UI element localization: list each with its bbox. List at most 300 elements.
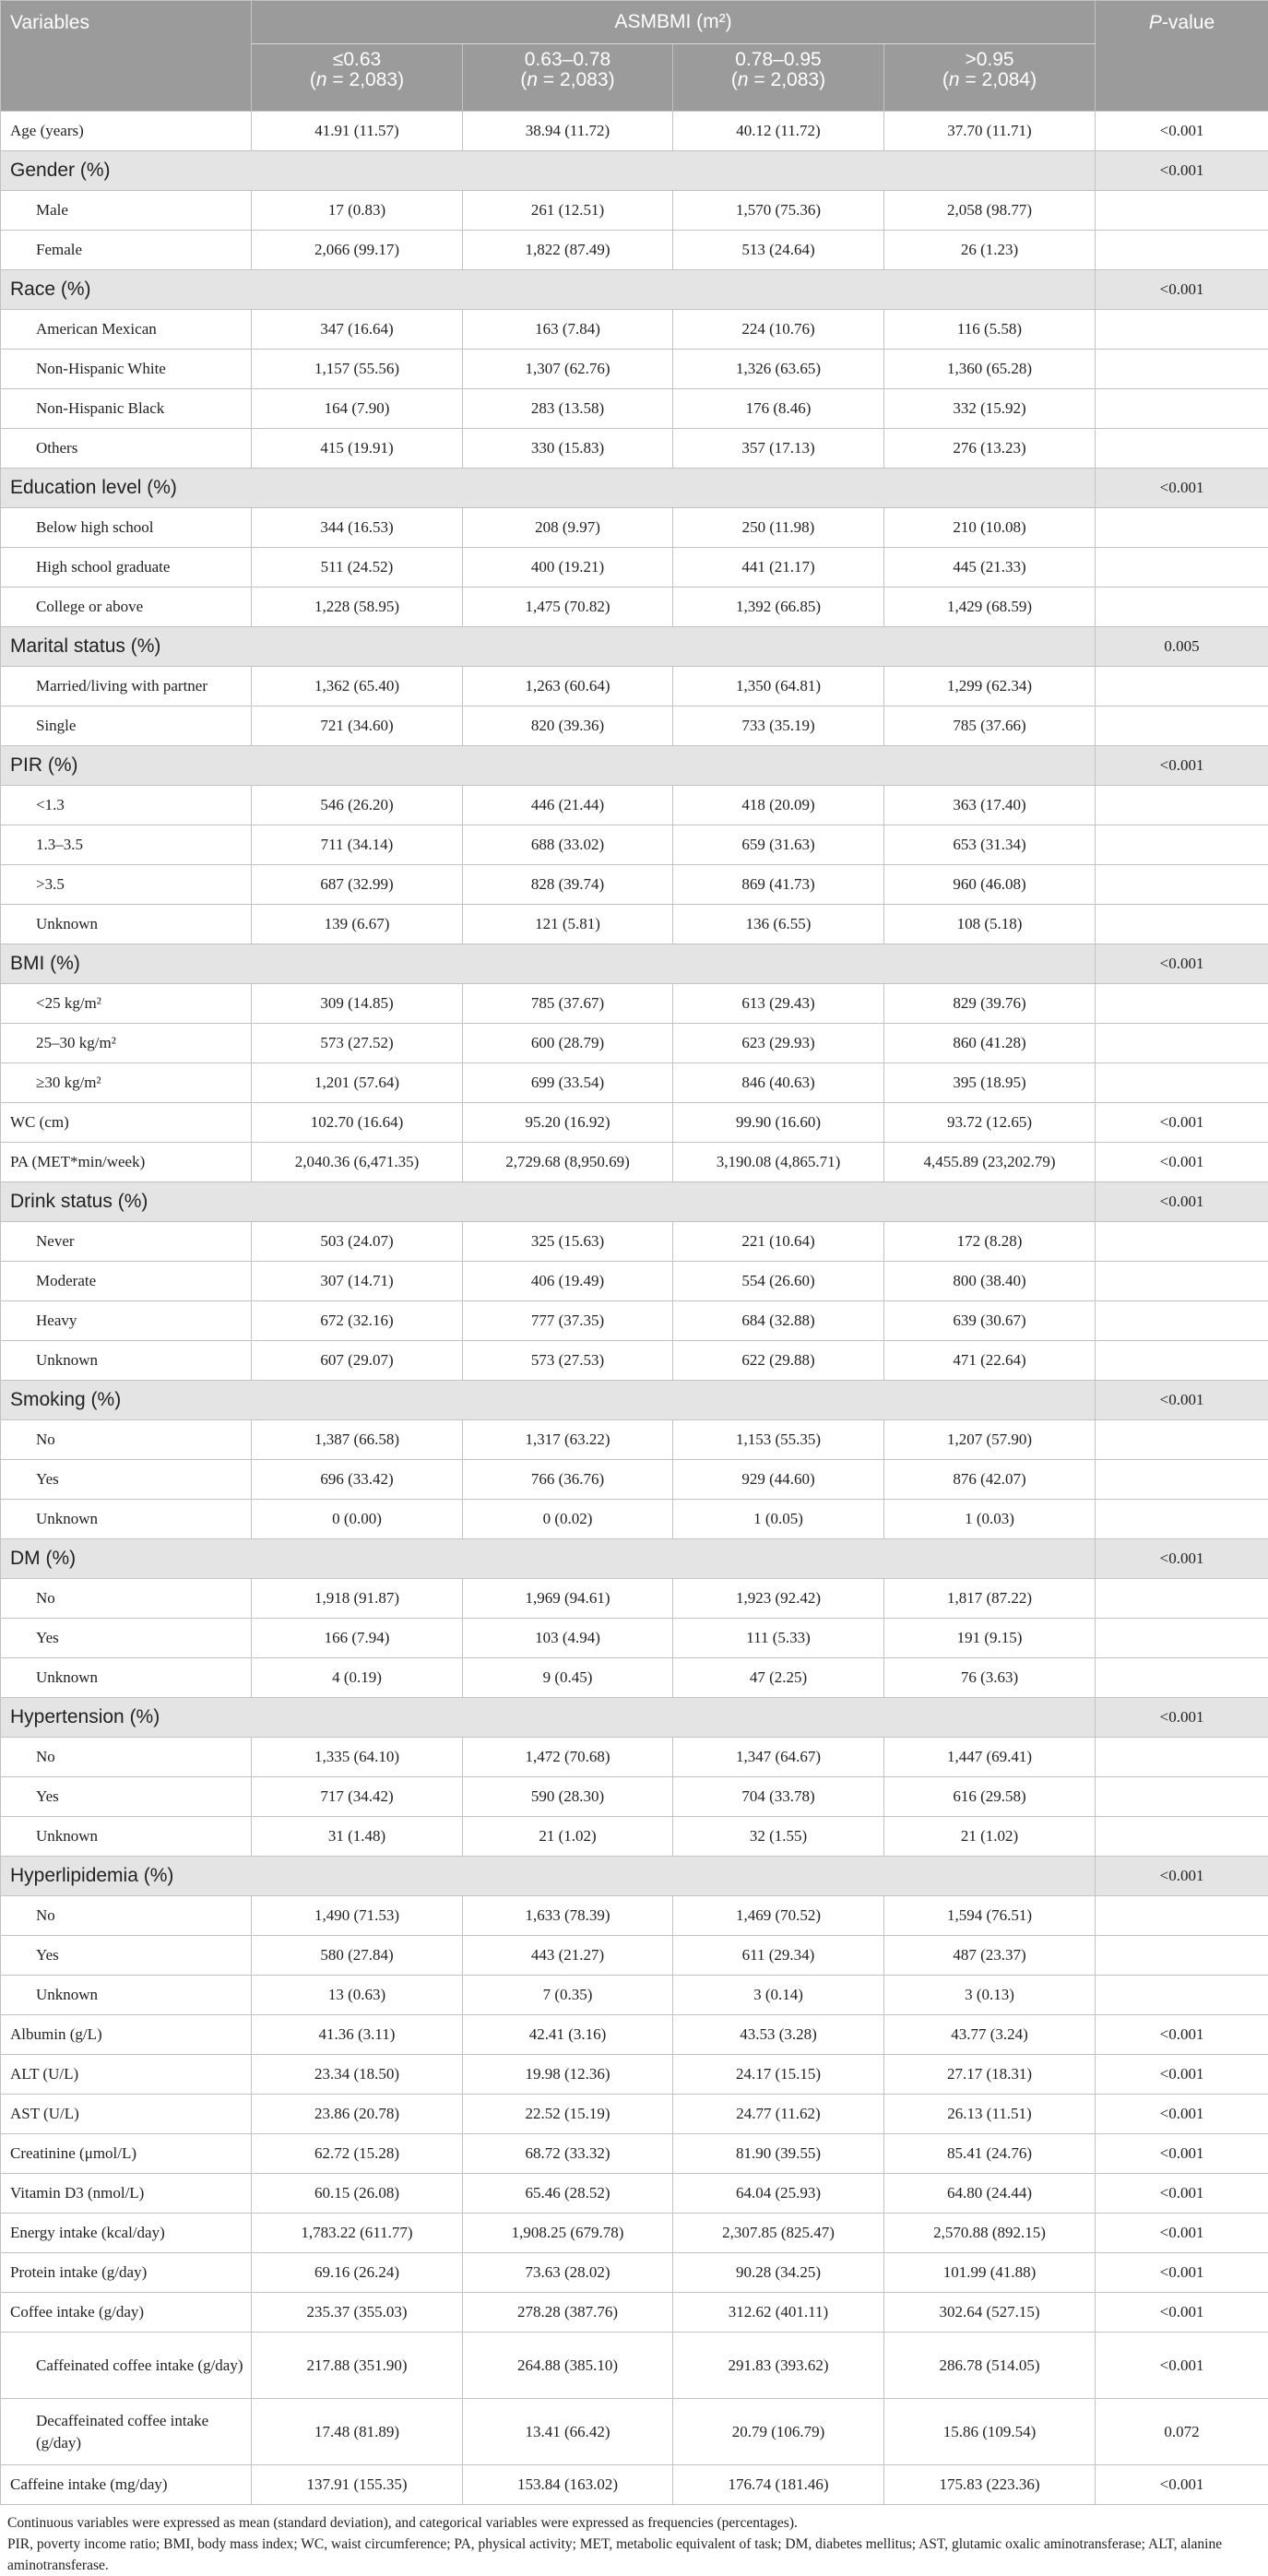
cell-group-0: 102.70 (16.64) xyxy=(252,1103,463,1143)
cell-group-1: 68.72 (33.32) xyxy=(463,2134,673,2174)
cell-group-0: 711 (34.14) xyxy=(252,825,463,865)
group-n-letter: n xyxy=(527,69,538,90)
cell-pvalue: <0.001 xyxy=(1096,469,1268,508)
group-range: >0.95 xyxy=(892,50,1087,70)
cell-pvalue: <0.001 xyxy=(1096,270,1268,310)
row-label: No xyxy=(1,1579,252,1619)
cell-group-3: 332 (15.92) xyxy=(884,389,1096,429)
footnote: Continuous variables were expressed as mean (standard deviation), and categorical variables were expressed as frequencies (percentages). xyxy=(7,2512,1261,2534)
group-range: ≤0.63 xyxy=(259,50,455,70)
row-label: Unknown xyxy=(1,905,252,944)
section-label: DM (%) xyxy=(1,1539,1096,1579)
cell-group-2: 357 (17.13) xyxy=(673,429,884,469)
cell-group-2: 1,469 (70.52) xyxy=(673,1896,884,1936)
cell-pvalue: <0.001 xyxy=(1096,1381,1268,1420)
cell-group-3: 1,594 (76.51) xyxy=(884,1896,1096,1936)
cell-pvalue: <0.001 xyxy=(1096,1182,1268,1222)
section-row xyxy=(1,627,1268,667)
cell-group-0: 17.48 (81.89) xyxy=(252,2399,463,2465)
cell-group-3: 286.78 (514.05) xyxy=(884,2333,1096,2399)
cell-group-2: 176 (8.46) xyxy=(673,389,884,429)
cell-group-1: 406 (19.49) xyxy=(463,1262,673,1301)
group-n-open: ( xyxy=(520,69,527,90)
cell-group-3: 2,570.88 (892.15) xyxy=(884,2214,1096,2253)
cell-group-0: 2,066 (99.17) xyxy=(252,231,463,270)
cell-group-3: 876 (42.07) xyxy=(884,1460,1096,1500)
cell-group-2: 1,153 (55.35) xyxy=(673,1420,884,1460)
table-row xyxy=(1,1341,1268,1381)
cell-group-3: 26.13 (11.51) xyxy=(884,2095,1096,2134)
cell-group-2: 1,347 (64.67) xyxy=(673,1738,884,1777)
header-group-asmbmi: ASMBMI (m²) xyxy=(252,1,1096,44)
cell-group-1: 278.28 (387.76) xyxy=(463,2293,673,2333)
cell-group-2: 733 (35.19) xyxy=(673,706,884,746)
group-range: 0.63–0.78 xyxy=(470,50,665,70)
cell-pvalue xyxy=(1096,508,1268,548)
table-row xyxy=(1,786,1268,825)
cell-group-3: 175.83 (223.36) xyxy=(884,2465,1096,2505)
row-label: Female xyxy=(1,231,252,270)
cell-group-2: 47 (2.25) xyxy=(673,1658,884,1698)
cell-group-1: 153.84 (163.02) xyxy=(463,2465,673,2505)
table-row xyxy=(1,1103,1268,1143)
group-n xyxy=(681,70,876,90)
cell-pvalue: <0.001 xyxy=(1096,112,1268,151)
cell-group-1: 1,822 (87.49) xyxy=(463,231,673,270)
table-row xyxy=(1,2015,1268,2055)
cell-group-2: 176.74 (181.46) xyxy=(673,2465,884,2505)
cell-group-1: 400 (19.21) xyxy=(463,548,673,588)
section-label: Gender (%) xyxy=(1,151,1096,191)
cell-group-2: 90.28 (34.25) xyxy=(673,2253,884,2293)
cell-group-0: 1,387 (66.58) xyxy=(252,1420,463,1460)
table-row xyxy=(1,1500,1268,1539)
table-row xyxy=(1,984,1268,1024)
cell-pvalue xyxy=(1096,667,1268,706)
cell-pvalue: <0.001 xyxy=(1096,2174,1268,2214)
cell-group-1: 38.94 (11.72) xyxy=(463,112,673,151)
cell-pvalue xyxy=(1096,350,1268,389)
group-n-open: ( xyxy=(942,69,949,90)
table-row xyxy=(1,1024,1268,1063)
cell-pvalue: <0.001 xyxy=(1096,2134,1268,2174)
cell-group-1: 21 (1.02) xyxy=(463,1817,673,1857)
table-row xyxy=(1,310,1268,350)
cell-group-0: 503 (24.07) xyxy=(252,1222,463,1262)
cell-group-2: 64.04 (25.93) xyxy=(673,2174,884,2214)
cell-group-0: 166 (7.94) xyxy=(252,1619,463,1658)
row-label: WC (cm) xyxy=(1,1103,252,1143)
table-row xyxy=(1,1619,1268,1658)
cell-group-1: 699 (33.54) xyxy=(463,1063,673,1103)
cell-group-1: 73.63 (28.02) xyxy=(463,2253,673,2293)
row-label: Non-Hispanic White xyxy=(1,350,252,389)
cell-group-1: 2,729.68 (8,950.69) xyxy=(463,1143,673,1182)
cell-group-0: 1,362 (65.40) xyxy=(252,667,463,706)
cell-group-2: 846 (40.63) xyxy=(673,1063,884,1103)
cell-group-3: 15.86 (109.54) xyxy=(884,2399,1096,2465)
cell-group-0: 41.36 (3.11) xyxy=(252,2015,463,2055)
table-row xyxy=(1,1896,1268,1936)
cell-pvalue: 0.072 xyxy=(1096,2399,1268,2465)
group-n-count: = 2,084) xyxy=(960,69,1037,90)
cell-group-1: 0 (0.02) xyxy=(463,1500,673,1539)
cell-group-1: 208 (9.97) xyxy=(463,508,673,548)
cell-group-1: 600 (28.79) xyxy=(463,1024,673,1063)
row-label: Caffeinated coffee intake (g/day) xyxy=(1,2333,252,2399)
section-label: Race (%) xyxy=(1,270,1096,310)
table-header xyxy=(1,1,1268,112)
row-label: Below high school xyxy=(1,508,252,548)
cell-group-1: 264.88 (385.10) xyxy=(463,2333,673,2399)
section-row xyxy=(1,944,1268,984)
section-row xyxy=(1,270,1268,310)
table-row xyxy=(1,1817,1268,1857)
table-row xyxy=(1,548,1268,588)
table-body xyxy=(1,112,1268,2505)
cell-group-0: 307 (14.71) xyxy=(252,1262,463,1301)
section-label: BMI (%) xyxy=(1,944,1096,984)
cell-group-1: 446 (21.44) xyxy=(463,786,673,825)
cell-group-3: 76 (3.63) xyxy=(884,1658,1096,1698)
header-pvalue xyxy=(1096,1,1268,112)
cell-group-0: 1,201 (57.64) xyxy=(252,1063,463,1103)
cell-group-2: 1,326 (63.65) xyxy=(673,350,884,389)
group-n xyxy=(259,70,455,90)
cell-group-1: 1,633 (78.39) xyxy=(463,1896,673,1936)
cell-group-0: 344 (16.53) xyxy=(252,508,463,548)
cell-group-1: 9 (0.45) xyxy=(463,1658,673,1698)
cell-group-2: 250 (11.98) xyxy=(673,508,884,548)
row-label: Yes xyxy=(1,1619,252,1658)
cell-group-3: 302.64 (527.15) xyxy=(884,2293,1096,2333)
cell-group-2: 81.90 (39.55) xyxy=(673,2134,884,2174)
section-label: Education level (%) xyxy=(1,469,1096,508)
cell-group-0: 0 (0.00) xyxy=(252,1500,463,1539)
row-label: Unknown xyxy=(1,1976,252,2015)
cell-group-3: 1,429 (68.59) xyxy=(884,588,1096,627)
cell-group-2: 224 (10.76) xyxy=(673,310,884,350)
row-label: 1.3–3.5 xyxy=(1,825,252,865)
cell-group-3: 93.72 (12.65) xyxy=(884,1103,1096,1143)
row-label: <25 kg/m² xyxy=(1,984,252,1024)
table-row xyxy=(1,112,1268,151)
section-row xyxy=(1,1182,1268,1222)
row-label: American Mexican xyxy=(1,310,252,350)
table-row xyxy=(1,2095,1268,2134)
cell-group-2: 312.62 (401.11) xyxy=(673,2293,884,2333)
cell-group-3: 616 (29.58) xyxy=(884,1777,1096,1817)
cell-pvalue xyxy=(1096,1222,1268,1262)
cell-group-3: 960 (46.08) xyxy=(884,865,1096,905)
cell-group-0: 309 (14.85) xyxy=(252,984,463,1024)
table-row xyxy=(1,1738,1268,1777)
cell-group-2: 869 (41.73) xyxy=(673,865,884,905)
cell-group-1: 1,908.25 (679.78) xyxy=(463,2214,673,2253)
cell-group-3: 1,447 (69.41) xyxy=(884,1738,1096,1777)
cell-pvalue xyxy=(1096,1777,1268,1817)
row-label: Vitamin D3 (nmol/L) xyxy=(1,2174,252,2214)
table-row xyxy=(1,1777,1268,1817)
cell-group-2: 1,350 (64.81) xyxy=(673,667,884,706)
cell-pvalue: <0.001 xyxy=(1096,1857,1268,1896)
table-row xyxy=(1,191,1268,231)
cell-group-3: 653 (31.34) xyxy=(884,825,1096,865)
cell-group-2: 136 (6.55) xyxy=(673,905,884,944)
table-row xyxy=(1,429,1268,469)
cell-group-0: 235.37 (355.03) xyxy=(252,2293,463,2333)
row-label: Married/living with partner xyxy=(1,667,252,706)
cell-group-0: 41.91 (11.57) xyxy=(252,112,463,151)
cell-pvalue xyxy=(1096,786,1268,825)
cell-group-2: 929 (44.60) xyxy=(673,1460,884,1500)
group-n xyxy=(470,70,665,90)
cell-pvalue xyxy=(1096,1500,1268,1539)
cell-group-3: 1 (0.03) xyxy=(884,1500,1096,1539)
cell-group-1: 785 (37.67) xyxy=(463,984,673,1024)
cell-pvalue: <0.001 xyxy=(1096,1143,1268,1182)
row-label: No xyxy=(1,1738,252,1777)
cell-group-0: 139 (6.67) xyxy=(252,905,463,944)
table-row xyxy=(1,508,1268,548)
table-row xyxy=(1,2055,1268,2095)
section-row xyxy=(1,151,1268,191)
cell-group-3: 1,299 (62.34) xyxy=(884,667,1096,706)
cell-group-2: 291.83 (393.62) xyxy=(673,2333,884,2399)
cell-group-2: 622 (29.88) xyxy=(673,1341,884,1381)
table-row xyxy=(1,2214,1268,2253)
cell-group-0: 17 (0.83) xyxy=(252,191,463,231)
cell-group-3: 210 (10.08) xyxy=(884,508,1096,548)
cell-group-1: 103 (4.94) xyxy=(463,1619,673,1658)
cell-group-2: 441 (21.17) xyxy=(673,548,884,588)
cell-group-2: 611 (29.34) xyxy=(673,1936,884,1976)
cell-group-1: 95.20 (16.92) xyxy=(463,1103,673,1143)
row-label: Caffeine intake (mg/day) xyxy=(1,2465,252,2505)
cell-group-1: 261 (12.51) xyxy=(463,191,673,231)
cell-group-1: 688 (33.02) xyxy=(463,825,673,865)
cell-group-3: 108 (5.18) xyxy=(884,905,1096,944)
table-row xyxy=(1,1579,1268,1619)
table-row xyxy=(1,1936,1268,1976)
row-label: Coffee intake (g/day) xyxy=(1,2293,252,2333)
cell-group-0: 721 (34.60) xyxy=(252,706,463,746)
row-label: <1.3 xyxy=(1,786,252,825)
cell-group-3: 21 (1.02) xyxy=(884,1817,1096,1857)
cell-pvalue: <0.001 xyxy=(1096,944,1268,984)
cell-group-0: 164 (7.90) xyxy=(252,389,463,429)
cell-pvalue xyxy=(1096,548,1268,588)
cell-group-0: 696 (33.42) xyxy=(252,1460,463,1500)
cell-group-3: 27.17 (18.31) xyxy=(884,2055,1096,2095)
cell-group-2: 1,570 (75.36) xyxy=(673,191,884,231)
cell-group-0: 137.91 (155.35) xyxy=(252,2465,463,2505)
cell-group-1: 590 (28.30) xyxy=(463,1777,673,1817)
cell-pvalue xyxy=(1096,984,1268,1024)
cell-group-1: 443 (21.27) xyxy=(463,1936,673,1976)
header-pvalue-rest: -value xyxy=(1162,12,1215,33)
group-n-open: ( xyxy=(731,69,738,90)
row-label: College or above xyxy=(1,588,252,627)
cell-pvalue xyxy=(1096,310,1268,350)
cell-pvalue: <0.001 xyxy=(1096,2333,1268,2399)
cell-group-1: 573 (27.53) xyxy=(463,1341,673,1381)
cell-group-1: 1,475 (70.82) xyxy=(463,588,673,627)
cell-group-2: 2,307.85 (825.47) xyxy=(673,2214,884,2253)
table-row xyxy=(1,1658,1268,1698)
row-label: 25–30 kg/m² xyxy=(1,1024,252,1063)
cell-group-0: 1,783.22 (611.77) xyxy=(252,2214,463,2253)
cell-group-3: 1,817 (87.22) xyxy=(884,1579,1096,1619)
cell-group-3: 800 (38.40) xyxy=(884,1262,1096,1301)
table-row xyxy=(1,1460,1268,1500)
cell-pvalue: <0.001 xyxy=(1096,2293,1268,2333)
table-row xyxy=(1,667,1268,706)
cell-pvalue xyxy=(1096,1936,1268,1976)
cell-group-3: 101.99 (41.88) xyxy=(884,2253,1096,2293)
cell-group-1: 820 (39.36) xyxy=(463,706,673,746)
section-row xyxy=(1,746,1268,786)
cell-group-3: 1,207 (57.90) xyxy=(884,1420,1096,1460)
cell-pvalue xyxy=(1096,191,1268,231)
cell-group-0: 31 (1.48) xyxy=(252,1817,463,1857)
cell-pvalue xyxy=(1096,1301,1268,1341)
cell-group-2: 111 (5.33) xyxy=(673,1619,884,1658)
table-row xyxy=(1,825,1268,865)
row-label: Unknown xyxy=(1,1658,252,1698)
cell-pvalue: <0.001 xyxy=(1096,151,1268,191)
cell-group-3: 395 (18.95) xyxy=(884,1063,1096,1103)
cell-pvalue xyxy=(1096,1460,1268,1500)
cell-group-1: 1,472 (70.68) xyxy=(463,1738,673,1777)
cell-group-2: 40.12 (11.72) xyxy=(673,112,884,151)
cell-pvalue xyxy=(1096,1896,1268,1936)
cell-group-1: 766 (36.76) xyxy=(463,1460,673,1500)
table-row xyxy=(1,350,1268,389)
row-label: PA (MET*min/week) xyxy=(1,1143,252,1182)
section-row xyxy=(1,1698,1268,1738)
cell-group-2: 3 (0.14) xyxy=(673,1976,884,2015)
cell-pvalue: 0.005 xyxy=(1096,627,1268,667)
cell-group-3: 37.70 (11.71) xyxy=(884,112,1096,151)
cell-pvalue: <0.001 xyxy=(1096,2095,1268,2134)
cell-pvalue xyxy=(1096,1420,1268,1460)
cell-group-2: 1,923 (92.42) xyxy=(673,1579,884,1619)
cell-group-3: 172 (8.28) xyxy=(884,1222,1096,1262)
row-label: Creatinine (μmol/L) xyxy=(1,2134,252,2174)
row-label: No xyxy=(1,1896,252,1936)
cell-group-3: 2,058 (98.77) xyxy=(884,191,1096,231)
cell-pvalue xyxy=(1096,865,1268,905)
header-group-3 xyxy=(884,44,1096,112)
cell-pvalue xyxy=(1096,1619,1268,1658)
cell-group-0: 217.88 (351.90) xyxy=(252,2333,463,2399)
cell-group-0: 607 (29.07) xyxy=(252,1341,463,1381)
row-label: Non-Hispanic Black xyxy=(1,389,252,429)
cell-group-0: 347 (16.64) xyxy=(252,310,463,350)
table-row xyxy=(1,231,1268,270)
cell-group-0: 2,040.36 (6,471.35) xyxy=(252,1143,463,1182)
row-label: Yes xyxy=(1,1777,252,1817)
cell-pvalue: <0.001 xyxy=(1096,1103,1268,1143)
cell-group-0: 1,490 (71.53) xyxy=(252,1896,463,1936)
cell-group-0: 672 (32.16) xyxy=(252,1301,463,1341)
cell-group-3: 471 (22.64) xyxy=(884,1341,1096,1381)
row-label: ALT (U/L) xyxy=(1,2055,252,2095)
cell-group-3: 116 (5.58) xyxy=(884,310,1096,350)
row-label: Albumin (g/L) xyxy=(1,2015,252,2055)
cell-group-0: 4 (0.19) xyxy=(252,1658,463,1698)
group-n-count: = 2,083) xyxy=(749,69,825,90)
header-variables: Variables xyxy=(1,1,252,112)
cell-group-2: 513 (24.64) xyxy=(673,231,884,270)
table-row xyxy=(1,1222,1268,1262)
cell-pvalue: <0.001 xyxy=(1096,746,1268,786)
cell-pvalue xyxy=(1096,905,1268,944)
cell-group-3: 276 (13.23) xyxy=(884,429,1096,469)
group-n xyxy=(892,70,1087,90)
section-label: Marital status (%) xyxy=(1,627,1096,667)
table-row xyxy=(1,2293,1268,2333)
cell-group-1: 121 (5.81) xyxy=(463,905,673,944)
row-label: ≥30 kg/m² xyxy=(1,1063,252,1103)
group-n-letter: n xyxy=(316,69,327,90)
cell-group-3: 487 (23.37) xyxy=(884,1936,1096,1976)
table-row xyxy=(1,588,1268,627)
cell-group-2: 1,392 (66.85) xyxy=(673,588,884,627)
cell-pvalue xyxy=(1096,1579,1268,1619)
cell-group-1: 283 (13.58) xyxy=(463,389,673,429)
cell-group-1: 330 (15.83) xyxy=(463,429,673,469)
table-footnotes xyxy=(0,2505,1268,2576)
cell-group-3: 860 (41.28) xyxy=(884,1024,1096,1063)
cell-group-0: 60.15 (26.08) xyxy=(252,2174,463,2214)
cell-pvalue xyxy=(1096,1024,1268,1063)
cell-group-2: 24.17 (15.15) xyxy=(673,2055,884,2095)
row-label: No xyxy=(1,1420,252,1460)
table-row xyxy=(1,1976,1268,2015)
row-label: Unknown xyxy=(1,1500,252,1539)
cell-pvalue: <0.001 xyxy=(1096,1698,1268,1738)
cell-group-3: 829 (39.76) xyxy=(884,984,1096,1024)
cell-group-3: 4,455.89 (23,202.79) xyxy=(884,1143,1096,1182)
cell-group-2: 24.77 (11.62) xyxy=(673,2095,884,2134)
cell-pvalue xyxy=(1096,1817,1268,1857)
table-row xyxy=(1,865,1268,905)
cell-group-3: 3 (0.13) xyxy=(884,1976,1096,2015)
cell-group-2: 623 (29.93) xyxy=(673,1024,884,1063)
cell-group-1: 325 (15.63) xyxy=(463,1222,673,1262)
row-label: >3.5 xyxy=(1,865,252,905)
row-label: Single xyxy=(1,706,252,746)
row-label: Heavy xyxy=(1,1301,252,1341)
row-label: Yes xyxy=(1,1936,252,1976)
row-label: Decaffeinated coffee intake (g/day) xyxy=(1,2399,252,2465)
cell-group-2: 659 (31.63) xyxy=(673,825,884,865)
cell-group-3: 639 (30.67) xyxy=(884,1301,1096,1341)
table-row xyxy=(1,1420,1268,1460)
cell-group-1: 777 (37.35) xyxy=(463,1301,673,1341)
cell-pvalue xyxy=(1096,588,1268,627)
cell-group-0: 1,228 (58.95) xyxy=(252,588,463,627)
cell-group-0: 415 (19.91) xyxy=(252,429,463,469)
cell-group-2: 613 (29.43) xyxy=(673,984,884,1024)
row-label: Unknown xyxy=(1,1817,252,1857)
cell-group-0: 687 (32.99) xyxy=(252,865,463,905)
table-row xyxy=(1,389,1268,429)
row-label: High school graduate xyxy=(1,548,252,588)
row-label: Others xyxy=(1,429,252,469)
